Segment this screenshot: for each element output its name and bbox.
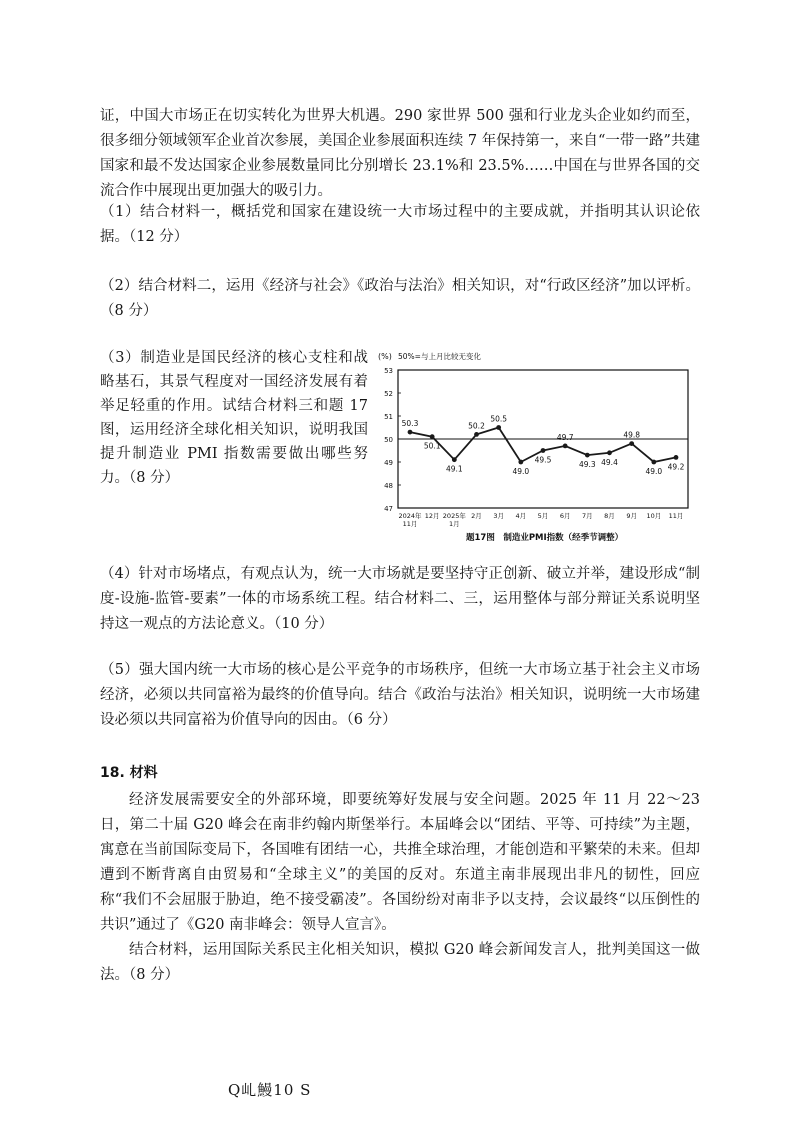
- x-tick-label: 11月: [668, 512, 684, 520]
- pmi-data-point: [474, 432, 479, 437]
- y-tick-label: 50: [384, 436, 393, 444]
- pmi-data-label: 49.5: [534, 455, 552, 465]
- page-footer-code: Q乢鰻10 S: [228, 1081, 312, 1099]
- pmi-line-chart: [370, 346, 700, 548]
- x-tick-label: 7月: [582, 512, 593, 520]
- pmi-data-label: 49.0: [512, 467, 530, 476]
- pmi-data-point: [674, 455, 679, 460]
- pmi-data-point: [585, 453, 590, 458]
- chart-legend-note: 50%=与上月比较无变化: [398, 352, 481, 361]
- x-tick-label: 1月: [449, 520, 460, 528]
- pmi-data-label: 49.0: [645, 467, 663, 476]
- x-tick-label: 2025年: [442, 512, 466, 520]
- pmi-data-label: 49.1: [445, 464, 463, 474]
- y-tick-label: 51: [384, 413, 393, 421]
- x-tick-label: 8月: [604, 512, 615, 520]
- x-tick-label: 10月: [646, 512, 662, 520]
- question-5: （5）强大国内统一大市场的核心是公平竞争的市场秩序，但统一大市场立基于社会主义市场经济，必须以共同富裕为最终的价值导向。结合《政治与法治》相关知识，说明统一大市场建设必须以共同富裕为价值导向的因由。（6 分）: [100, 662, 700, 728]
- pmi-data-point: [563, 444, 568, 449]
- intro-paragraph: 证，中国大市场正在切实转化为世界大机遇。290 家世界 500 强和行业龙头企业如约而至，很多细分领域领军企业首次参展，美国企业参展面积连续 7 年保持第一，来自“一带一路”共建国家和最不发达国家企业参展数量同比分别增长 23.1%和 23.5%……中国在与世界各国的交流合作中展现出更加强大的吸引力。: [100, 108, 700, 199]
- pmi-data-label: 49.3: [578, 460, 596, 470]
- x-tick-label: 11月: [402, 520, 418, 528]
- pmi-data-point: [518, 460, 523, 465]
- pmi-data-label: 50.5: [490, 414, 508, 424]
- x-tick-label: 9月: [626, 512, 637, 520]
- pmi-data-label: 49.4: [601, 457, 618, 467]
- pmi-data-point: [496, 425, 501, 430]
- x-tick-label: 4月: [515, 512, 527, 520]
- x-tick-label: 12月: [424, 512, 440, 520]
- question-18-prompt: 结合材料，运用国际关系民主化相关知识，模拟 G20 峰会新闻发言人，批判美国这一做法。（8 分）: [100, 942, 700, 983]
- x-tick-label: 3月: [493, 512, 504, 520]
- y-tick-label: 47: [384, 505, 393, 513]
- question-3: （3）制造业是国民经济的核心支柱和战略基石，其景气程度对一国经济发展有着举足轻重的作用。试结合材料三和题 17 图，运用经济全球化相关知识，说明我国提升制造业 PMI 指数需要做出哪些努力。（8 分）: [100, 350, 368, 486]
- pmi-data-label: 50.2: [468, 421, 485, 431]
- pmi-data-label: 49.2: [667, 462, 685, 472]
- pmi-data-point: [607, 450, 612, 455]
- question-1: （1）结合材料一，概括党和国家在建设统一大市场过程中的主要成就，并指明其认识论依据。（12 分）: [100, 204, 700, 245]
- x-tick-label: 2月: [471, 512, 482, 520]
- pmi-data-point: [541, 448, 546, 453]
- pmi-data-point: [452, 457, 457, 462]
- x-tick-label: 5月: [537, 512, 549, 520]
- pmi-data-point: [430, 434, 435, 439]
- pmi-data-label: 49.7: [556, 432, 574, 442]
- chart-title: 题17图 制造业PMI指数（经季节调整）: [466, 533, 624, 543]
- y-tick-label: 52: [384, 390, 393, 398]
- chart-y-unit: (%): [378, 352, 392, 361]
- question-18-material: 经济发展需要安全的外部环境，即要统筹好发展与安全问题。2025 年 11 月 22～23 日，第二十届 G20 峰会在南非约翰内斯堡举行。本届峰会以“团结、平等、可持续”为主题，寓意在当前国际变局下，各国唯有团结一心，共推全球治理，才能创造和平繁荣的未来。但却遭到不断背离自由贸易和“全球主义”的美国的反对。东道主南非展现出非凡的韧性，回应称“我们不会屈服于胁迫，绝不接受霸凌”。各国纷纷对南非予以支持，会议最终“以压倒性的共识”通过了《G20 南非峰会：领导人宣言》。: [100, 792, 700, 933]
- pmi-data-point: [408, 430, 413, 435]
- question-18-heading: 18. 材料: [100, 765, 158, 781]
- x-tick-label: 6月: [559, 512, 571, 520]
- chart-marks: [384, 367, 688, 528]
- question-2: （2）结合材料二，运用《经济与社会》《政治与法治》相关知识，对“行政区经济”加以评析。（8 分）: [100, 278, 700, 319]
- pmi-data-label: 50.1: [423, 441, 441, 451]
- pmi-data-point: [629, 441, 634, 446]
- pmi-data-label: 49.8: [623, 430, 641, 440]
- pmi-data-label: 50.3: [401, 419, 419, 429]
- x-tick-label: 2024年: [398, 512, 422, 520]
- question-18-body: [100, 788, 700, 988]
- y-tick-label: 48: [384, 482, 393, 490]
- y-tick-label: 49: [384, 459, 393, 467]
- y-tick-label: 53: [384, 367, 393, 375]
- pmi-data-point: [651, 460, 656, 465]
- question-4: （4）针对市场堵点，有观点认为，统一大市场就是要坚持守正创新、破立并举，建设形成“制度-设施-监管-要素”一体的市场系统工程。结合材料二、三，运用整体与部分辩证关系说明坚持这一观点的方法论意义。（10 分）: [100, 566, 700, 632]
